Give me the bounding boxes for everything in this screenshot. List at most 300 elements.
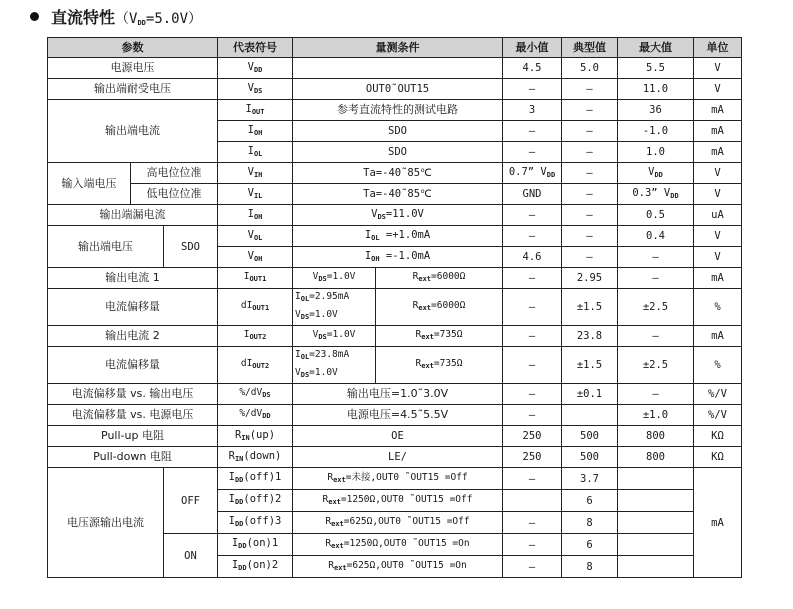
table-cell — [618, 163, 694, 184]
table-cell — [218, 268, 293, 289]
table-cell — [293, 58, 503, 79]
table-cell: — — [562, 79, 618, 100]
cell-text: R — [412, 271, 419, 282]
cell-text: I — [231, 537, 239, 549]
col-header-unit: 单位 — [694, 38, 742, 58]
table-cell: 输出端电压 — [48, 226, 164, 268]
table-cell: Pull-up 电阻 — [48, 426, 218, 447]
subscript-text: OUT1 — [252, 304, 270, 312]
table-cell: — — [618, 326, 694, 347]
table-row — [48, 79, 742, 100]
table-cell: — — [562, 121, 618, 142]
cell-text: I — [247, 207, 254, 220]
table-cell: % — [694, 289, 742, 326]
table-cell: 250 — [503, 426, 562, 447]
subscript-text: DS — [300, 371, 310, 379]
table-cell: V — [694, 184, 742, 205]
table-cell — [218, 490, 293, 512]
cell-text: V — [247, 165, 254, 178]
table-cell: — — [562, 184, 618, 205]
table-cell: V — [694, 247, 742, 268]
table-cell: — — [562, 247, 618, 268]
subscript-text: OUT2 — [249, 333, 267, 341]
table-cell: — — [503, 347, 562, 384]
cell-text: =6000Ω — [431, 300, 466, 311]
cell-text — [295, 289, 373, 307]
table-cell — [376, 326, 503, 347]
table-cell: — — [618, 268, 694, 289]
table-cell: ON — [164, 534, 218, 578]
table-row — [48, 347, 742, 384]
heading-text: DD — [137, 19, 146, 27]
subscript-text: OH — [253, 212, 263, 221]
subscript-text: DD — [234, 498, 244, 506]
table-cell: 电流偏移量 vs. 输出电压 — [48, 384, 218, 405]
section-heading — [30, 6, 202, 30]
table-cell — [562, 405, 618, 426]
subscript-text: DD — [262, 412, 271, 420]
table-cell — [293, 534, 503, 556]
table-cell — [618, 184, 694, 205]
table-cell: 输出端电流 — [48, 100, 218, 163]
subscript-text: DS — [262, 391, 271, 399]
table-cell: 23.8 — [562, 326, 618, 347]
cell-text: I — [295, 349, 301, 360]
table-cell: %/V — [694, 405, 742, 426]
table-cell: 输出端漏电流 — [48, 205, 218, 226]
cell-text: %/dV — [239, 387, 263, 398]
table-cell: 36 — [618, 100, 694, 121]
table-cell: 输出电流 2 — [48, 326, 218, 347]
cell-text: V — [648, 165, 655, 178]
subscript-text: DD — [253, 65, 263, 74]
cell-text: =未接,OUT0 ˜OUT15 =Off — [345, 471, 468, 483]
cell-text: =625Ω,OUT0 ˜OUT15 =Off — [343, 515, 470, 527]
cell-text: dI — [240, 300, 253, 311]
cell-text: I — [243, 271, 250, 282]
cell-text: R — [328, 559, 334, 571]
table-cell — [376, 289, 503, 326]
subscript-text: ext — [331, 541, 344, 550]
cell-text: R — [322, 493, 329, 505]
table-cell — [218, 289, 293, 326]
table-cell — [293, 468, 503, 490]
table-cell — [293, 326, 376, 347]
table-row — [48, 326, 742, 347]
cell-text: R — [234, 428, 242, 441]
cell-text: I — [247, 123, 254, 136]
subscript-text: DD — [234, 476, 244, 484]
cell-text: I — [228, 493, 235, 505]
table-cell — [293, 512, 503, 534]
table-cell — [293, 268, 376, 289]
heading-text: =5.0V） — [145, 11, 203, 27]
cell-text: R — [412, 300, 419, 311]
table-cell: 低电位位准 — [131, 184, 218, 205]
table-cell: mA — [694, 268, 742, 289]
table-cell: 500 — [562, 447, 618, 468]
table-cell: Pull-down 电阻 — [48, 447, 218, 468]
table-cell — [218, 447, 293, 468]
cell-text: I — [243, 329, 250, 340]
subscript-text: OL — [300, 295, 310, 303]
table-cell: KΩ — [694, 447, 742, 468]
table-cell: — — [562, 205, 618, 226]
subscript-text: ext — [328, 497, 341, 506]
table-row — [48, 205, 742, 226]
subscript-text: OL — [371, 233, 380, 242]
table-cell: 电压源输出电流 — [48, 468, 164, 578]
table-cell: — — [562, 100, 618, 121]
table-cell — [218, 163, 293, 184]
section-condition — [115, 11, 202, 27]
table-cell: %/V — [694, 384, 742, 405]
cell-text: =2.95mA — [309, 291, 350, 302]
cell-text: R — [325, 515, 332, 527]
table-cell — [218, 205, 293, 226]
table-cell: OE — [293, 426, 503, 447]
subscript-text: DS — [318, 275, 327, 283]
subscript-text: ext — [333, 563, 347, 572]
cell-text: I — [228, 471, 235, 483]
table-cell — [218, 384, 293, 405]
table-cell — [293, 226, 503, 247]
table-cell: OUT0˜OUT15 — [293, 79, 503, 100]
table-cell: 800 — [618, 447, 694, 468]
table-cell — [218, 326, 293, 347]
cell-text: (off)2 — [243, 493, 282, 505]
col-header-max: 最大值 — [618, 38, 694, 58]
table-cell: 电源电压=4.5˜5.5V — [293, 405, 503, 426]
subscript-text: ext — [418, 304, 432, 312]
table-cell: KΩ — [694, 426, 742, 447]
table-cell — [293, 490, 503, 512]
table-cell: 电流偏移量 — [48, 289, 218, 326]
table-cell: ±1.0 — [618, 405, 694, 426]
table-cell: — — [503, 556, 562, 578]
table-cell: 5.0 — [562, 58, 618, 79]
table-cell: 4.5 — [503, 58, 562, 79]
subscript-text: DS — [253, 86, 263, 95]
cell-text: (up) — [249, 428, 276, 441]
cell-text: =1.0V — [309, 309, 338, 320]
cell-text: I — [295, 291, 301, 302]
cell-text: R — [415, 329, 422, 340]
table-cell: 电源电压 — [48, 58, 218, 79]
cell-text: =-1.0mA — [379, 249, 431, 262]
table-cell — [218, 405, 293, 426]
table-row — [48, 184, 742, 205]
cell-text: %/dV — [239, 408, 263, 419]
cell-text: V — [247, 81, 254, 94]
cell-text: =625Ω,OUT0 ˜OUT15 =On — [346, 559, 467, 571]
table-cell: % — [694, 347, 742, 384]
subscript-text: IH — [253, 170, 263, 179]
table-cell — [218, 58, 293, 79]
cell-text: =1.0V — [326, 271, 356, 282]
subscript-text: OUT — [251, 107, 265, 116]
table-cell — [376, 347, 503, 384]
table-cell — [218, 468, 293, 490]
subscript-text: DD — [670, 191, 679, 200]
subscript-text: DD — [238, 564, 247, 572]
table-cell: 2.95 — [562, 268, 618, 289]
cell-text — [295, 307, 373, 325]
table-cell: — — [503, 468, 562, 490]
table-cell — [618, 556, 694, 578]
cell-text: =1.0V — [309, 367, 338, 378]
subscript-text: IL — [253, 191, 263, 200]
table-cell: — — [503, 268, 562, 289]
table-cell — [293, 247, 503, 268]
table-cell: V — [694, 163, 742, 184]
cell-text: 0.7” V — [508, 165, 547, 178]
dc-characteristics-table — [47, 37, 742, 578]
table-cell: 500 — [562, 426, 618, 447]
col-header-min: 最小值 — [503, 38, 562, 58]
table-row — [48, 426, 742, 447]
table-cell: mA — [694, 468, 742, 578]
cell-text: V — [295, 367, 301, 378]
subscript-text: DS — [300, 313, 310, 321]
col-header-typ: 典型值 — [562, 38, 618, 58]
heading-text: （V — [115, 11, 138, 27]
cell-text: I — [364, 228, 372, 241]
table-cell — [218, 247, 293, 268]
subscript-text: OL — [253, 149, 263, 158]
table-cell: GND — [503, 184, 562, 205]
subscript-text: OH — [253, 128, 263, 137]
table-cell: uA — [694, 205, 742, 226]
table-row — [48, 226, 742, 247]
subscript-text: DS — [318, 333, 327, 341]
cell-text: V — [247, 249, 254, 262]
cell-text: =6000Ω — [431, 271, 466, 282]
subscript-text: DD — [234, 520, 244, 528]
table-cell: SDO — [293, 121, 503, 142]
table-row — [48, 100, 742, 121]
subscript-text: DD — [238, 542, 247, 550]
table-cell: mA — [694, 100, 742, 121]
cell-text: R — [228, 449, 235, 462]
table-cell — [293, 205, 503, 226]
cell-text: (down) — [243, 449, 282, 462]
table-cell: 250 — [503, 447, 562, 468]
table-cell: 输出电压=1.0˜3.0V — [293, 384, 503, 405]
table-cell — [293, 289, 376, 326]
cell-text: V — [247, 228, 254, 241]
table-cell: ±1.5 — [562, 289, 618, 326]
table-cell — [218, 79, 293, 100]
subscript-text: ext — [421, 333, 434, 341]
table-cell: — — [503, 226, 562, 247]
table-cell: — — [503, 512, 562, 534]
subscript-text: ext — [418, 275, 432, 283]
table-cell: — — [618, 384, 694, 405]
table-cell: ±2.5 — [618, 289, 694, 326]
subscript-text: OH — [371, 254, 380, 263]
table-cell: SDO — [164, 226, 218, 268]
table-cell — [218, 347, 293, 384]
table-cell: 11.0 — [618, 79, 694, 100]
subscript-text: ext — [421, 362, 434, 370]
table-cell: ±1.5 — [562, 347, 618, 384]
table-cell: -1.0 — [618, 121, 694, 142]
cell-text: (off)1 — [243, 471, 282, 483]
table-cell — [618, 490, 694, 512]
table-cell: V — [694, 58, 742, 79]
table-row — [48, 468, 742, 490]
cell-text: R — [415, 358, 422, 369]
table-cell: — — [503, 121, 562, 142]
table-row — [48, 289, 742, 326]
table-cell — [618, 534, 694, 556]
cell-text: V — [312, 329, 319, 340]
table-cell: 5.5 — [618, 58, 694, 79]
table-cell — [293, 347, 376, 384]
table-cell: — — [503, 534, 562, 556]
cell-text: I — [247, 144, 254, 157]
table-cell: — — [562, 226, 618, 247]
table-cell: 输出电流 1 — [48, 268, 218, 289]
table-cell: 6 — [562, 534, 618, 556]
cell-text: V — [295, 309, 301, 320]
table-cell: 电流偏移量 — [48, 347, 218, 384]
table-cell: — — [503, 405, 562, 426]
table-cell — [218, 184, 293, 205]
table-cell: ±2.5 — [618, 347, 694, 384]
table-cell: 电流偏移量 vs. 电源电压 — [48, 405, 218, 426]
table-cell: Ta=-40˜85℃ — [293, 163, 503, 184]
table-cell — [503, 490, 562, 512]
table-cell: — — [503, 79, 562, 100]
cell-text: V — [371, 207, 378, 220]
table-cell — [293, 556, 503, 578]
subscript-text: IN — [241, 433, 250, 442]
table-cell: LE/ — [293, 447, 503, 468]
bullet-icon — [30, 12, 39, 21]
table-row — [48, 58, 742, 79]
table-cell: — — [503, 289, 562, 326]
table-cell: 4.6 — [503, 247, 562, 268]
table-cell: 0.5 — [618, 205, 694, 226]
table-cell — [618, 468, 694, 490]
cell-text: V — [312, 271, 319, 282]
table-cell: — — [562, 163, 618, 184]
cell-text: V — [247, 186, 254, 199]
col-header-symbol: 代表符号 — [218, 38, 293, 58]
table-cell: — — [503, 326, 562, 347]
col-header-condition: 量测条件 — [293, 38, 503, 58]
cell-text: =1.0V — [326, 329, 356, 340]
table-cell: 3 — [503, 100, 562, 121]
table-row — [48, 384, 742, 405]
subscript-text: OH — [253, 254, 263, 263]
table-cell: — — [503, 384, 562, 405]
table-cell: 输入端电压 — [48, 163, 131, 205]
table-cell — [618, 512, 694, 534]
table-cell: mA — [694, 326, 742, 347]
cell-text: R — [327, 471, 334, 483]
table-cell: — — [503, 205, 562, 226]
cell-text: 0.3” V — [632, 186, 671, 199]
table-row — [48, 405, 742, 426]
cell-text: =11.0V — [385, 207, 424, 220]
subscript-text: ext — [333, 475, 346, 484]
table-cell — [218, 512, 293, 534]
table-cell: — — [562, 142, 618, 163]
cell-text: dI — [240, 358, 253, 369]
table-cell — [218, 556, 293, 578]
section-title: 直流特性 — [51, 8, 116, 27]
col-header-param: 参数 — [48, 38, 218, 58]
cell-text: V — [247, 60, 254, 73]
table-cell: 0.4 — [618, 226, 694, 247]
subscript-text: IN — [234, 454, 244, 463]
table-cell: OFF — [164, 468, 218, 534]
subscript-text: ext — [331, 519, 344, 528]
subscript-text: DS — [377, 212, 386, 221]
table-cell: V — [694, 79, 742, 100]
table-cell: — — [503, 142, 562, 163]
table-cell — [218, 226, 293, 247]
cell-text: =+1.0mA — [379, 228, 431, 241]
cell-text: =1250Ω,OUT0 ˜OUT15 =On — [343, 537, 470, 549]
cell-text: I — [245, 102, 252, 115]
table-row — [48, 268, 742, 289]
table-cell: mA — [694, 121, 742, 142]
table-cell — [376, 268, 503, 289]
table-row — [48, 163, 742, 184]
table-cell — [218, 100, 293, 121]
table-cell — [218, 426, 293, 447]
table-cell: SDO — [293, 142, 503, 163]
cell-text — [295, 365, 373, 383]
header-row — [48, 38, 742, 58]
cell-text: (on)1 — [246, 537, 279, 549]
table-cell: 高电位位准 — [131, 163, 218, 184]
table-cell: ±0.1 — [562, 384, 618, 405]
table-cell: 1.0 — [618, 142, 694, 163]
table-cell: 800 — [618, 426, 694, 447]
subscript-text: DD — [546, 170, 556, 179]
cell-text: I — [231, 559, 239, 571]
cell-text: I — [364, 249, 372, 262]
subscript-text: OUT1 — [249, 275, 267, 283]
cell-text: I — [228, 515, 235, 527]
table-cell — [218, 121, 293, 142]
subscript-text: OL — [253, 233, 263, 242]
table-cell — [503, 163, 562, 184]
cell-text — [295, 347, 373, 365]
table-cell: 6 — [562, 490, 618, 512]
subscript-text: DD — [654, 170, 663, 179]
table-cell: 3.7 — [562, 468, 618, 490]
cell-text: (on)2 — [246, 559, 279, 571]
cell-text: R — [325, 537, 332, 549]
cell-text: =23.8mA — [309, 349, 350, 360]
cell-text: (off)3 — [243, 515, 282, 527]
cell-text: =735Ω — [433, 329, 463, 340]
cell-text: =735Ω — [433, 358, 463, 369]
table-cell: Ta=-40˜85℃ — [293, 184, 503, 205]
table-cell: 8 — [562, 556, 618, 578]
cell-text: =1250Ω,OUT0 ˜OUT15 =Off — [340, 493, 473, 505]
table-cell: mA — [694, 142, 742, 163]
table-cell: 参考直流特性的测试电路 — [293, 100, 503, 121]
table-cell — [218, 534, 293, 556]
table-cell: — — [618, 247, 694, 268]
